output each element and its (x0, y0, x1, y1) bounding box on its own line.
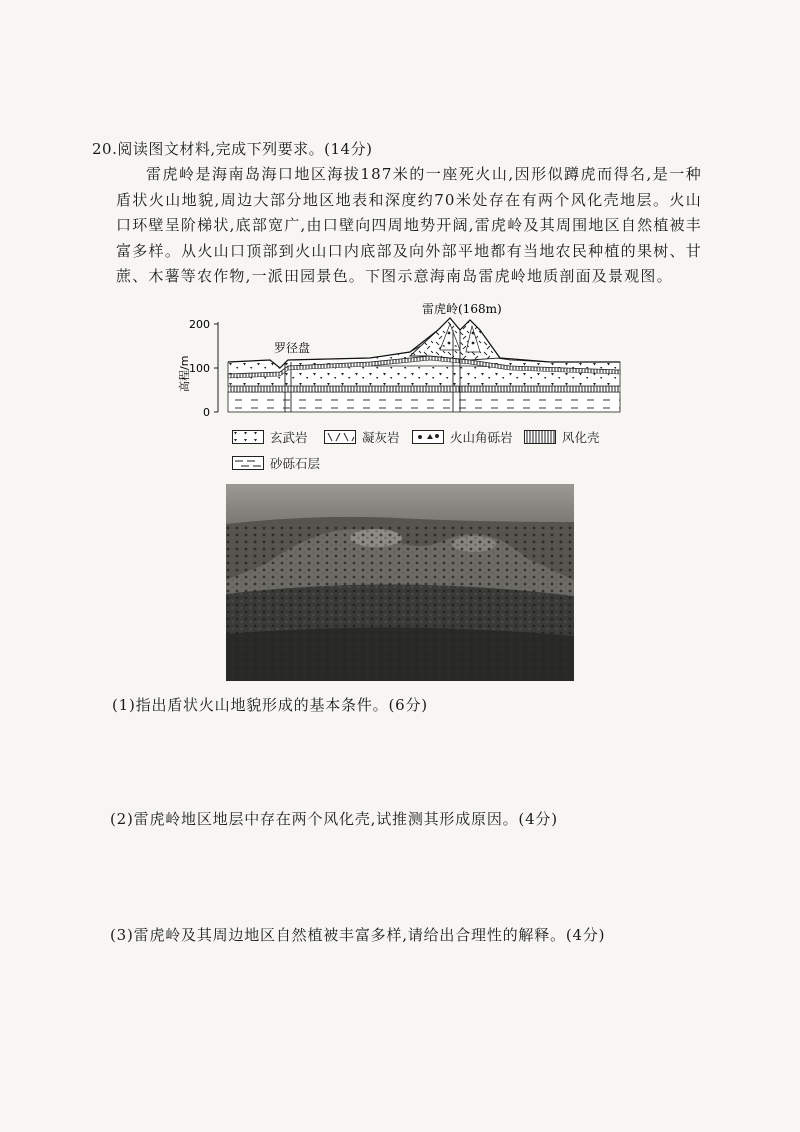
sub-question-2: (2)雷虎岭地区地层中存在两个风化壳,试推测其形成原因。(4分) (110, 810, 558, 828)
y-axis (177, 318, 218, 419)
sub-question-1: (1)指出盾状火山地貌形成的基本条件。(6分) (112, 696, 428, 714)
tuff-swatch (324, 430, 356, 444)
peak-label: 雷虎岭(168m) (422, 302, 502, 316)
breccia-swatch (412, 430, 444, 444)
legend-basalt (232, 428, 308, 446)
y-tick-100: 100 (189, 362, 210, 375)
basalt-swatch (232, 430, 264, 444)
sub-question-3: (3)雷虎岭及其周边地区自然植被丰富多样,请给出合理性的解释。(4分) (110, 926, 606, 944)
question-material: 雷虎岭是海南岛海口地区海拔187米的一座死火山,因形似蹲虎而得名,是一种盾状火山地貌,周边大部分地区地表和深度约70米处存在有两个风化壳地层。火山口环壁呈阶梯状,底部宽广,由口壁向四周地势开阔,雷虎岭及其周围地区自然植被丰富多样。从火山口顶部到火山口内底部及向外部平地都有当地农民种植的果树、甘蔗、木薯等农作物,一派田园景色。下图示意海南岛雷虎岭地质剖面及景观图。 (116, 165, 702, 285)
gravel-swatch (232, 456, 264, 470)
legend-breccia (412, 428, 513, 446)
legend (232, 428, 652, 476)
volcano-landscape (226, 484, 574, 681)
legend-weathering (524, 428, 600, 446)
legend-weathering-label: 风化壳 (562, 430, 600, 445)
y-tick-0: 0 (203, 406, 210, 419)
legend-gravel-label: 砂砾石层 (270, 456, 321, 471)
legend-tuff (324, 428, 400, 446)
strata (228, 318, 620, 412)
landscape-photo (226, 484, 574, 681)
legend-gravel (232, 454, 320, 472)
y-tick-200: 200 (189, 318, 210, 331)
question-title: 20.阅读图文材料,完成下列要求。(14分) (92, 140, 373, 158)
basin-label: 罗径盘 (274, 341, 311, 355)
legend-tuff-label: 凝灰岩 (362, 430, 400, 445)
legend-breccia-label: 火山角砾岩 (450, 430, 513, 445)
y-axis-label: 高程/m (178, 355, 191, 392)
legend-basalt-label: 玄武岩 (270, 430, 308, 445)
weathering-swatch (524, 430, 556, 444)
